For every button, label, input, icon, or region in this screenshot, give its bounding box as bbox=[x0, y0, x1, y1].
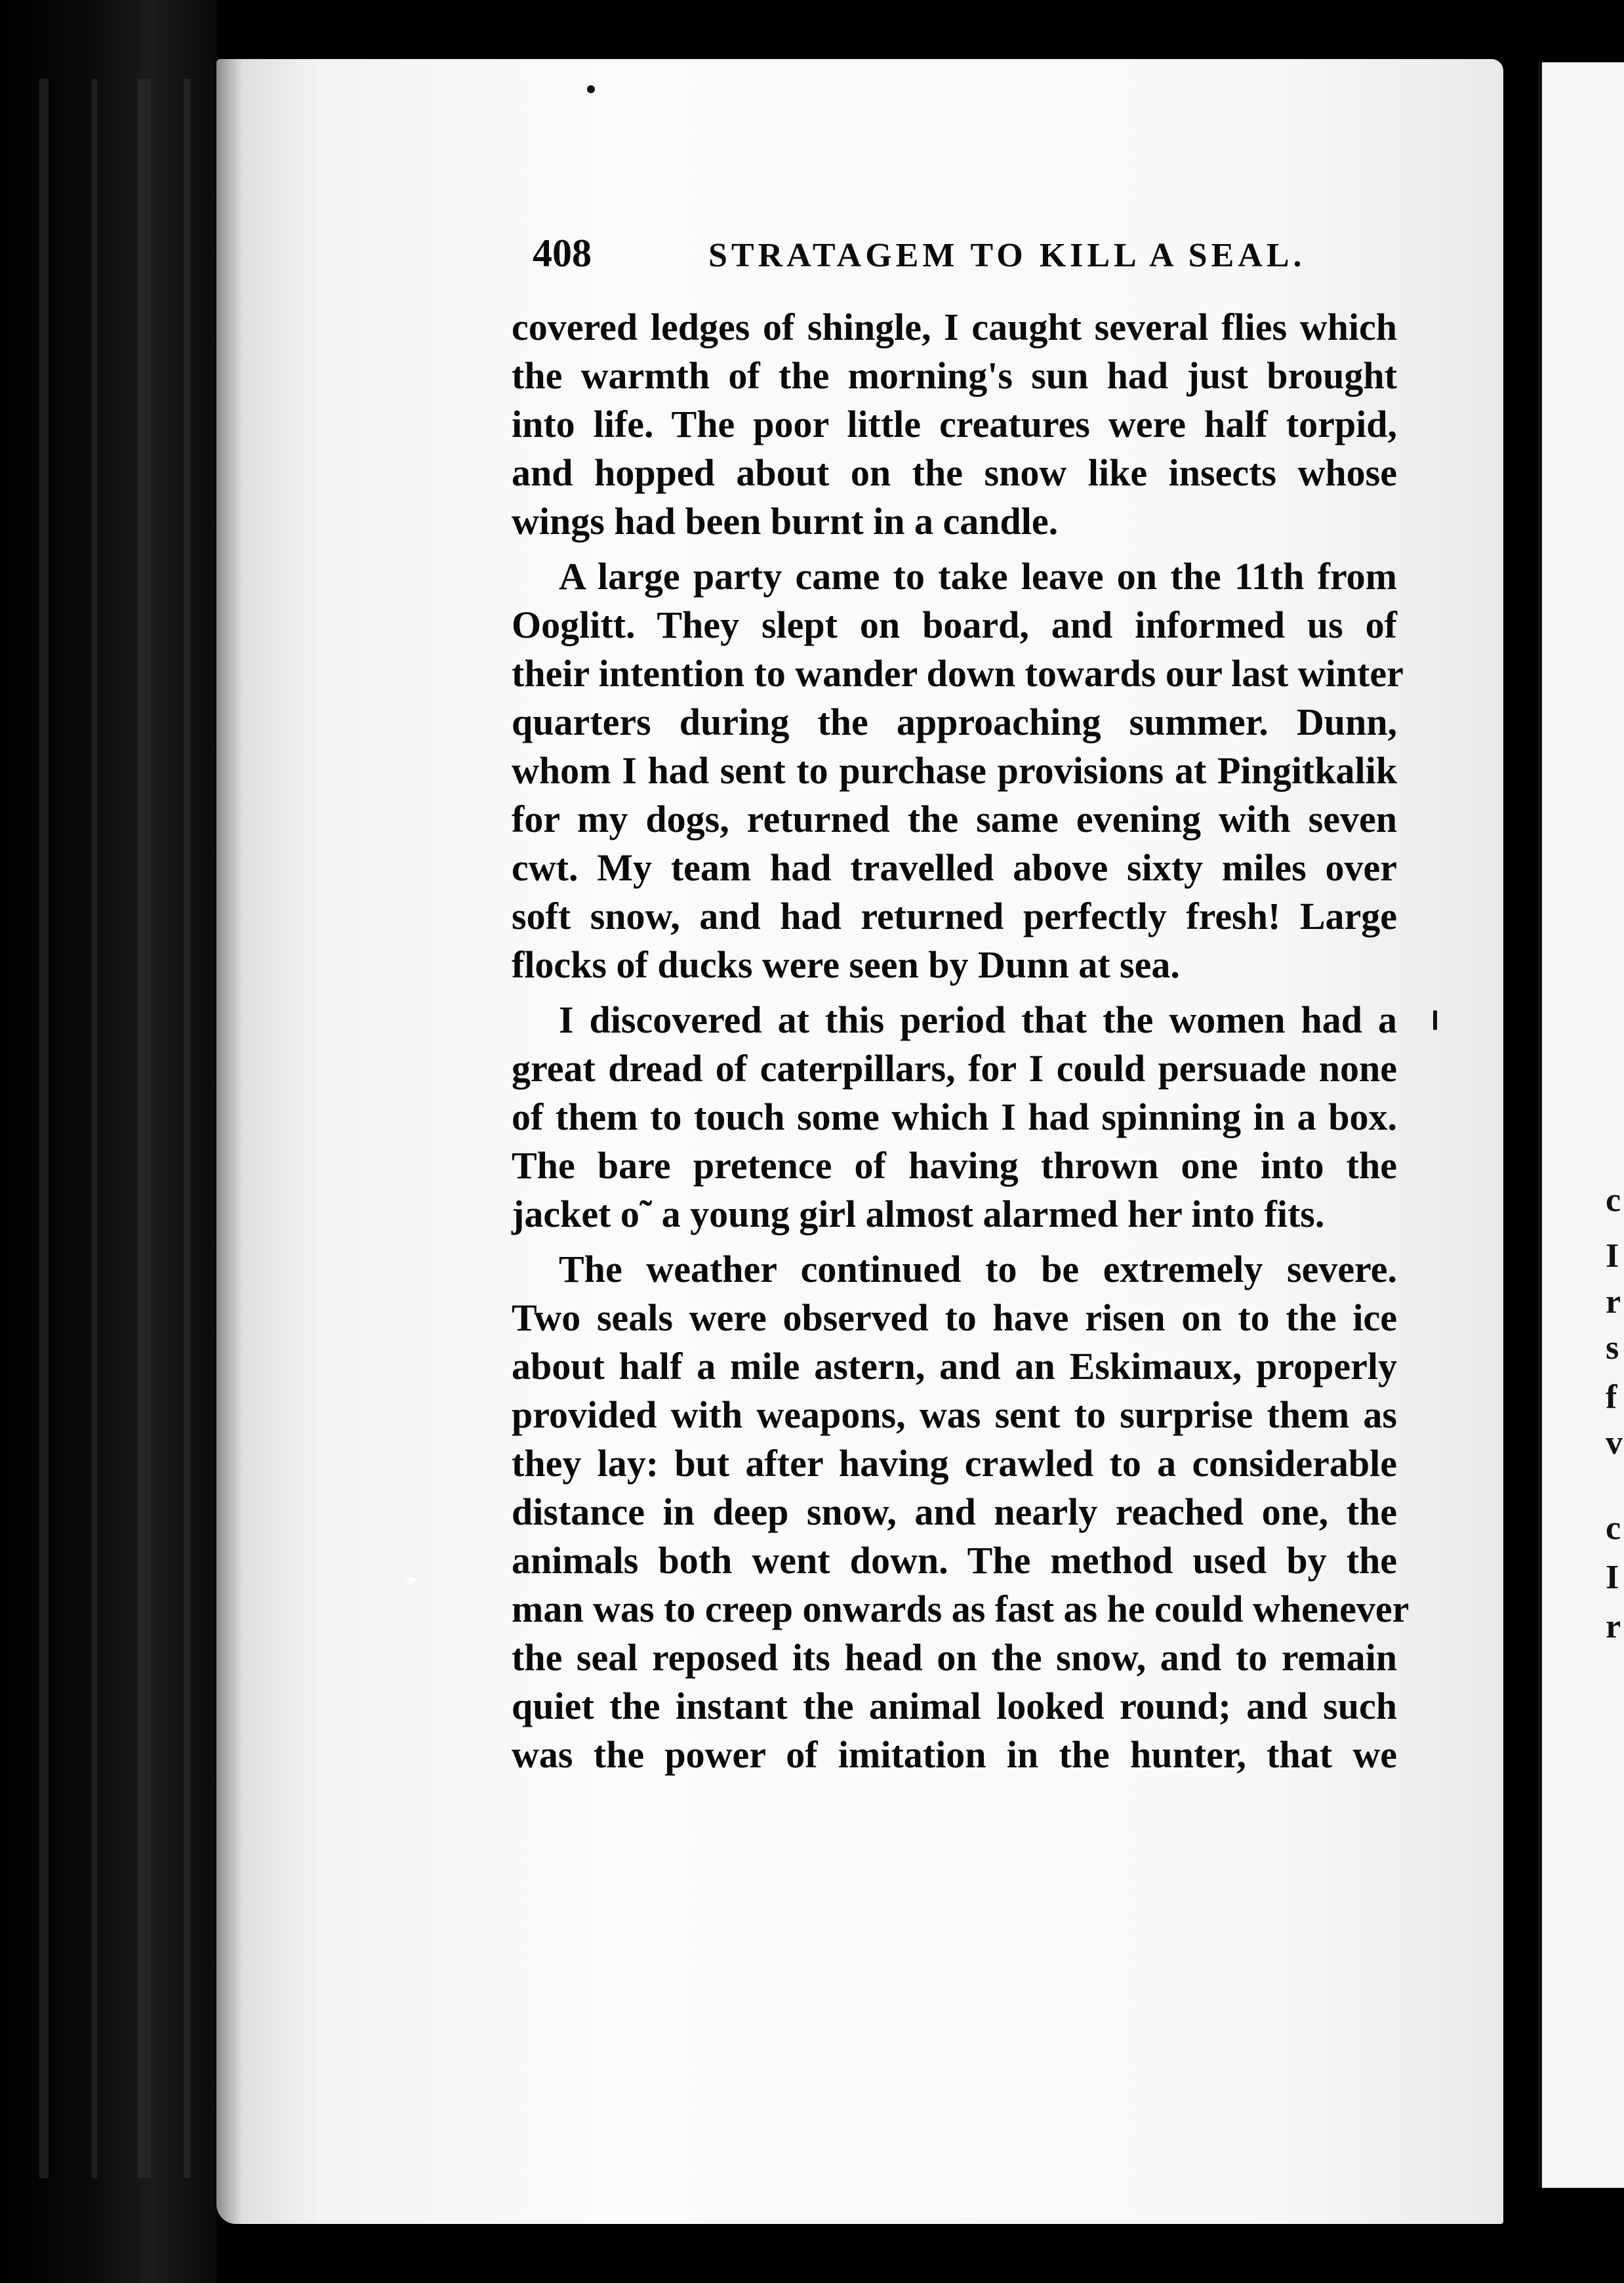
paragraph-gap bbox=[512, 1239, 1397, 1245]
text-line: and hopped about on the snow like insects whose bbox=[512, 451, 1397, 494]
page-gutter-shadow bbox=[216, 59, 243, 2224]
text-line: was the power of imitation in the hunter, that we bbox=[512, 1733, 1397, 1776]
binding-streak bbox=[184, 79, 190, 2178]
text-line: A large party came to take leave on the 11th from bbox=[559, 555, 1397, 598]
binding-streak bbox=[92, 79, 97, 2178]
text-line: quiet the instant the animal looked round; and such bbox=[512, 1685, 1397, 1727]
text-line: the warmth of the morning's sun had just brought bbox=[512, 354, 1397, 397]
text-line: Ooglitt. They slept on board, and informed us of bbox=[512, 604, 1397, 646]
text-line: great dread of caterpillars, for I could persuade none bbox=[512, 1047, 1397, 1090]
text-line: The bare pretence of having thrown one into the bbox=[512, 1144, 1397, 1187]
paragraph-gap bbox=[512, 989, 1397, 996]
next-page-letter: I bbox=[1606, 1559, 1619, 1596]
text-line: Two seals were observed to have risen on to the ice bbox=[512, 1296, 1397, 1339]
next-page-edge bbox=[1538, 62, 1624, 2188]
text-line: animals both went down. The method used by the bbox=[512, 1539, 1397, 1582]
next-page-letter: f bbox=[1606, 1378, 1617, 1416]
body-text bbox=[512, 303, 1410, 1779]
text-line: about half a mile astern, and an Eskimaux, properly bbox=[512, 1345, 1397, 1388]
page-speck bbox=[1433, 1010, 1437, 1030]
next-page-letter: v bbox=[1606, 1424, 1623, 1462]
text-line: provided with weapons, was sent to surprise them as bbox=[512, 1393, 1397, 1436]
text-line: for my dogs, returned the same evening with seven bbox=[512, 798, 1397, 840]
text-line: man was to creep onwards as fast as he could whenever bbox=[512, 1588, 1410, 1630]
binding-streak bbox=[39, 79, 49, 2178]
text-line: wings had been burnt in a candle. bbox=[512, 500, 1059, 543]
book-binding bbox=[0, 0, 216, 2283]
text-line: the seal reposed its head on the snow, and to remain bbox=[512, 1636, 1397, 1679]
page-speck bbox=[407, 1578, 416, 1583]
next-page-letter: r bbox=[1606, 1608, 1621, 1645]
text-line: covered ledges of shingle, I caught several flies which bbox=[512, 306, 1397, 348]
text-line: their intention to wander down towards our last winter bbox=[512, 652, 1404, 695]
text-line: I discovered at this period that the women had a bbox=[559, 998, 1397, 1041]
text-line: of them to touch some which I had spinning in a box. bbox=[512, 1096, 1397, 1138]
running-title bbox=[531, 236, 1306, 275]
next-page-letter: I bbox=[1606, 1237, 1619, 1275]
binding-streak bbox=[138, 79, 151, 2178]
text-line: distance in deep snow, and nearly reached one, the bbox=[512, 1491, 1397, 1533]
text-line: flocks of ducks were seen by Dunn at sea. bbox=[512, 943, 1180, 986]
text-line: into life. The poor little creatures were half torpid, bbox=[512, 403, 1397, 445]
paragraph-gap bbox=[512, 546, 1397, 552]
text-line: The weather continued to be extremely severe. bbox=[559, 1248, 1397, 1290]
text-line: cwt. My team had travelled above sixty miles over bbox=[512, 846, 1397, 889]
next-page-letter: s bbox=[1606, 1329, 1619, 1367]
text-line: they lay: but after having crawled to a considerable bbox=[512, 1442, 1397, 1485]
text-line: jacket o˜ a young girl almost alarmed her into fits. bbox=[512, 1193, 1325, 1235]
text-line: quarters during the approaching summer. Dunn, bbox=[512, 701, 1397, 743]
next-page-letter: c bbox=[1606, 1182, 1621, 1219]
next-page-letter: r bbox=[1606, 1283, 1621, 1321]
next-page-letter: c bbox=[1606, 1510, 1621, 1547]
running-title-text: STRATAGEM TO KILL A SEAL. bbox=[708, 237, 1306, 274]
text-line: soft snow, and had returned perfectly fresh! Large bbox=[512, 895, 1397, 937]
page-number: 408 bbox=[533, 232, 592, 275]
page-speck bbox=[587, 85, 595, 93]
text-line: whom I had sent to purchase provisions at Pingitkalik bbox=[512, 749, 1397, 792]
